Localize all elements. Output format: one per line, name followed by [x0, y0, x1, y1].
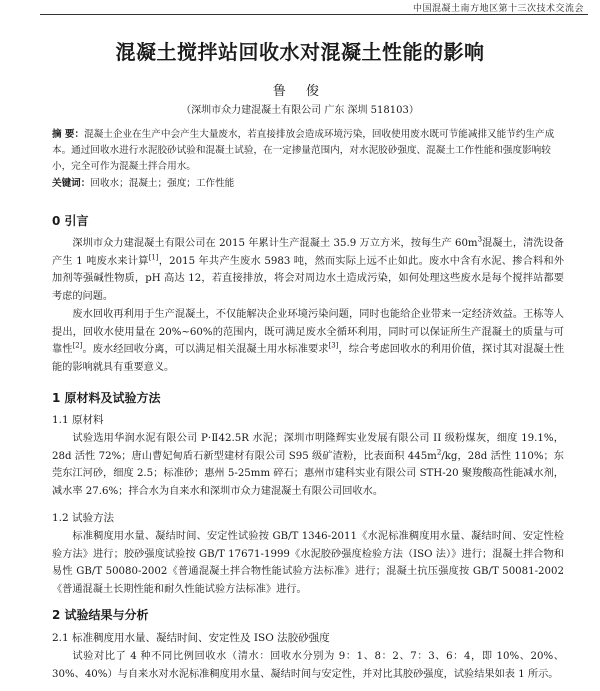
section-heading-materials: 1 原材料及试验方法 — [52, 391, 161, 405]
materials-text-c: /kg，28d 活性 110%；东莞东江河砂，细度 2.5；标准砂；惠州 5-25mm 碎石；惠州市建科实业有限公司 STH-20 聚羧酸高性能减水剂，减水率 27.6%；拌合水为自来水和深圳市众力建混凝土有限公司回收水。 — [52, 450, 564, 497]
header-rule — [40, 14, 588, 15]
keywords-text: 回收水；混凝土；强度；工作性能 — [90, 178, 235, 189]
intro-p1-citation: [1] — [148, 253, 159, 262]
keywords — [52, 176, 564, 192]
author-affiliation: （深圳市众力建混凝土有限公司 广东 深圳 518103） — [181, 105, 419, 116]
materials-text-a: 试验选用华润水泥有限公司 P·Ⅱ42.5R 水泥；深圳市明隆辉实业发展有限公司 II 级粉煤灰，细度 19.1%，28d 活性 72%；唐山曹妃甸盾石新型建材有限公司 S95 级矿渣粉，比表面积 445m — [52, 433, 564, 462]
materials-paragraph — [52, 430, 564, 500]
intro-p2-citation-3: [3] — [328, 341, 339, 350]
intro-p1-text-e: ，2015 年共产生废水 5983 吨，然而实际上远不止如此。废水中含有水泥、掺合料和外加剂等强碱性物质，pH 高达 12，若直接排放，将会对周边水土造成污染，如何处理这些废水是每个搅拌站都要考虑的问题。 — [52, 255, 564, 302]
intro-paragraph-1 — [52, 235, 564, 305]
running-header: 中国混凝土南方地区第十三次技术交流会 — [412, 4, 584, 14]
section-heading-results: 2 试验结果与分析 — [52, 608, 149, 622]
results-paragraph: 试验对比了 4 种不同比例回收水（清水：回收水分别为 9：1、8：2、7：3、6：4，即 10%、20%、30%、40%）与自来水对水泥标准稠度用水量、凝结时间与安定性，并对比其胶砂强度，试验结果如表 1 所示。 — [52, 651, 564, 680]
intro-p2-text-a: 废水回收再利用于生产混凝土，不仅能解决企业环境污染问题，同时也能给企业带来一定经济效益。王栋等人提出，回收水使用量在 20%~60%的范围内，既可满足废水全循环利用，同时可以保证所生产混凝土的质量与可靠性 — [52, 309, 564, 355]
subheading-test-methods: 1.2 试验方法 — [52, 512, 115, 524]
intro-p2-text-c: 。废水经回收分离，可以满足相关混凝土用水标准要求 — [82, 344, 329, 355]
intro-p1-sup-unit: 3 — [477, 235, 483, 244]
intro-p1-text-a: 深圳市众力建混凝土有限公司在 2015 年累计生产混凝土 35.9 万立方米，按每生产 60m — [72, 238, 478, 249]
intro-p2-citation-2: [2] — [72, 341, 83, 350]
section-heading-intro: 0 引言 — [52, 214, 89, 228]
intro-p2-text-e: ，综合考虑回收水的利用价值，探讨其对混凝土性能的影响就具有重要意义。 — [52, 344, 565, 373]
intro-paragraph-2 — [52, 306, 564, 376]
subheading-raw-materials: 1.1 原材料 — [52, 414, 104, 426]
subheading-consistency-strength: 2.1 标准稠度用水量、凝结时间、安定性及 ISO 法胶砂强度 — [52, 632, 330, 644]
abstract — [52, 127, 564, 175]
methods-paragraph: 标准稠度用水量、凝结时间、安定性试验按 GB/T 1346-2011《水泥标准稠度用水量、凝结时间、安定性检验方法》进行；胶砂强度试验按 GB/T 17671-1999《水泥胶砂强度检验方法（ISO 法）》进行；混凝土拌合物和易性 GB/T 50080-2002《普通混凝土拌合物性能试验方法标准》进行；混凝土抗压强度按 GB/T 50081-2002《普通混凝土长期性能和耐久性能试验方法标准》进行。 — [52, 531, 564, 595]
abstract-text: 混凝土企业在生产中会产生大量废水，若直接排放会造成环境污染，回收使用废水既可节能减排又能节约生产成本。通过回收水进行水泥胶砂试验和混凝土试验，在一定掺量范围内，对水泥胶砂强度、混凝土工作性能和强度影响较小，完全可作为混凝土拌合用水。 — [52, 129, 555, 172]
author-name: 鲁 俊 — [272, 84, 328, 99]
keywords-label: 关键词： — [52, 178, 91, 189]
abstract-label: 摘 要： — [52, 129, 85, 140]
intro-p1-text-c: 混凝土，清洗设备产生 1 吨废水来计算 — [52, 238, 564, 267]
paper-title: 混凝土搅拌站回收水对混凝土性能的影响 — [115, 40, 485, 64]
materials-sup-unit: 2 — [436, 448, 442, 457]
